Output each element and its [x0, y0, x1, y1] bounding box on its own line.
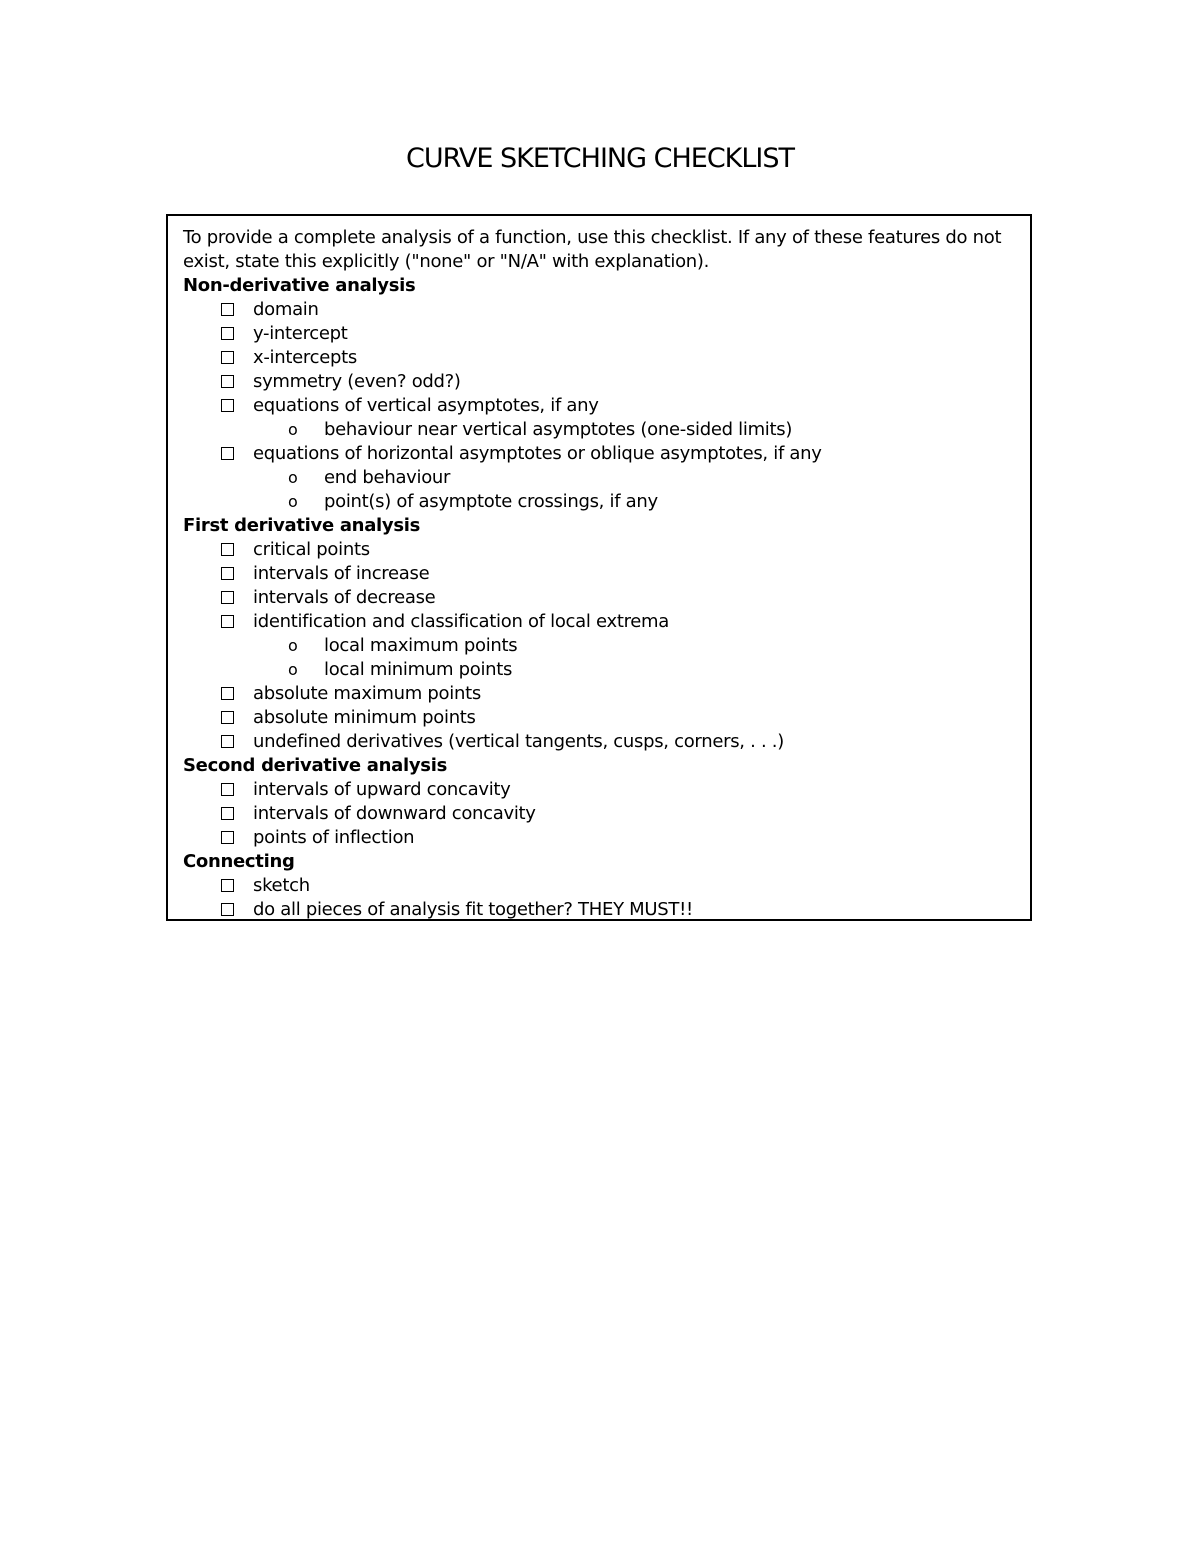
- checklist-content: [183, 226, 1015, 921]
- checklist-item-label: intervals of decrease: [253, 587, 436, 608]
- checkbox-icon[interactable]: [221, 567, 234, 580]
- checkbox-icon[interactable]: [221, 711, 234, 724]
- checklist-item: [183, 898, 1015, 921]
- checklist-item-label: equations of vertical asymptotes, if any: [253, 395, 599, 416]
- checkbox-icon[interactable]: [221, 447, 234, 460]
- section-heading: Second derivative analysis: [183, 755, 447, 776]
- checklist-item: [183, 586, 1015, 610]
- checklist-item: [183, 346, 1015, 370]
- checklist-item: [183, 394, 1015, 418]
- checklist-item-label: undefined derivatives (vertical tangents, cusps, corners, . . .): [253, 731, 784, 752]
- checkbox-icon[interactable]: [221, 903, 234, 916]
- section-heading: First derivative analysis: [183, 515, 421, 536]
- section-heading: Non-derivative analysis: [183, 275, 416, 296]
- checklist-item-label: intervals of downward concavity: [253, 803, 536, 824]
- checklist-item-label: sketch: [253, 875, 310, 896]
- checklist-item: [183, 562, 1015, 586]
- checklist-item: [183, 706, 1015, 730]
- checklist-item-label: x-intercepts: [253, 347, 357, 368]
- intro-text: To provide a complete analysis of a function, use this checklist. If any of these features do not exist, state this explicitly ("none" or "N/A" with explanation).: [183, 227, 1002, 272]
- checkbox-icon[interactable]: [221, 375, 234, 388]
- checklist-subitem-label: end behaviour: [324, 467, 451, 488]
- checklist-item: [183, 802, 1015, 826]
- section-heading: Connecting: [183, 851, 295, 872]
- checklist-subitem-label: local maximum points: [324, 635, 518, 656]
- checkbox-icon[interactable]: [221, 831, 234, 844]
- checklist-item-label: symmetry (even? odd?): [253, 371, 461, 392]
- checklist-subitem-label: point(s) of asymptote crossings, if any: [324, 491, 658, 512]
- checkbox-icon[interactable]: [221, 327, 234, 340]
- checkbox-icon[interactable]: [221, 807, 234, 820]
- checkbox-icon[interactable]: [221, 687, 234, 700]
- checklist-item: [183, 538, 1015, 562]
- checklist-item-label: absolute minimum points: [253, 707, 476, 728]
- checklist-box: [166, 214, 1032, 921]
- checklist-subitem-label: local minimum points: [324, 659, 513, 680]
- checklist-item-label: critical points: [253, 539, 370, 560]
- checklist-item-label: intervals of increase: [253, 563, 430, 584]
- checkbox-icon[interactable]: [221, 735, 234, 748]
- checklist-item-label: intervals of upward concavity: [253, 779, 511, 800]
- checkbox-icon[interactable]: [221, 879, 234, 892]
- circle-bullet-icon: o: [288, 468, 298, 487]
- checkbox-icon[interactable]: [221, 783, 234, 796]
- checkbox-icon[interactable]: [221, 351, 234, 364]
- checklist-item: [183, 874, 1015, 898]
- checklist-item-label: points of inflection: [253, 827, 415, 848]
- checklist-item-label: absolute maximum points: [253, 683, 481, 704]
- checklist-subitem-label: behaviour near vertical asymptotes (one-sided limits): [324, 419, 793, 440]
- checkbox-icon[interactable]: [221, 543, 234, 556]
- checklist-item: [183, 826, 1015, 850]
- checklist-item-label: identification and classification of local extrema: [253, 611, 670, 632]
- circle-bullet-icon: o: [288, 660, 298, 679]
- checklist-item-label: domain: [253, 299, 319, 320]
- checklist-item: [183, 322, 1015, 346]
- checkbox-icon[interactable]: [221, 615, 234, 628]
- checklist-subitem: [183, 490, 1015, 514]
- checklist-item-label: do all pieces of analysis fit together? THEY MUST!!: [253, 899, 693, 920]
- checklist-subitem: [183, 658, 1015, 682]
- checklist-item: [183, 442, 1015, 466]
- checklist-item-label: y-intercept: [253, 323, 348, 344]
- checklist-item: [183, 778, 1015, 802]
- checklist-item: [183, 298, 1015, 322]
- circle-bullet-icon: o: [288, 636, 298, 655]
- checklist-item-label: equations of horizontal asymptotes or oblique asymptotes, if any: [253, 443, 822, 464]
- checklist-item: [183, 370, 1015, 394]
- checklist-subitem: [183, 418, 1015, 442]
- circle-bullet-icon: o: [288, 492, 298, 511]
- circle-bullet-icon: o: [288, 420, 298, 439]
- checklist-subitem: [183, 466, 1015, 490]
- checkbox-icon[interactable]: [221, 399, 234, 412]
- checklist-item: [183, 682, 1015, 706]
- checklist-item: [183, 610, 1015, 634]
- checkbox-icon[interactable]: [221, 303, 234, 316]
- checklist-subitem: [183, 634, 1015, 658]
- checklist-item: [183, 730, 1015, 754]
- checkbox-icon[interactable]: [221, 591, 234, 604]
- page-title: CURVE SKETCHING CHECKLIST: [405, 143, 795, 174]
